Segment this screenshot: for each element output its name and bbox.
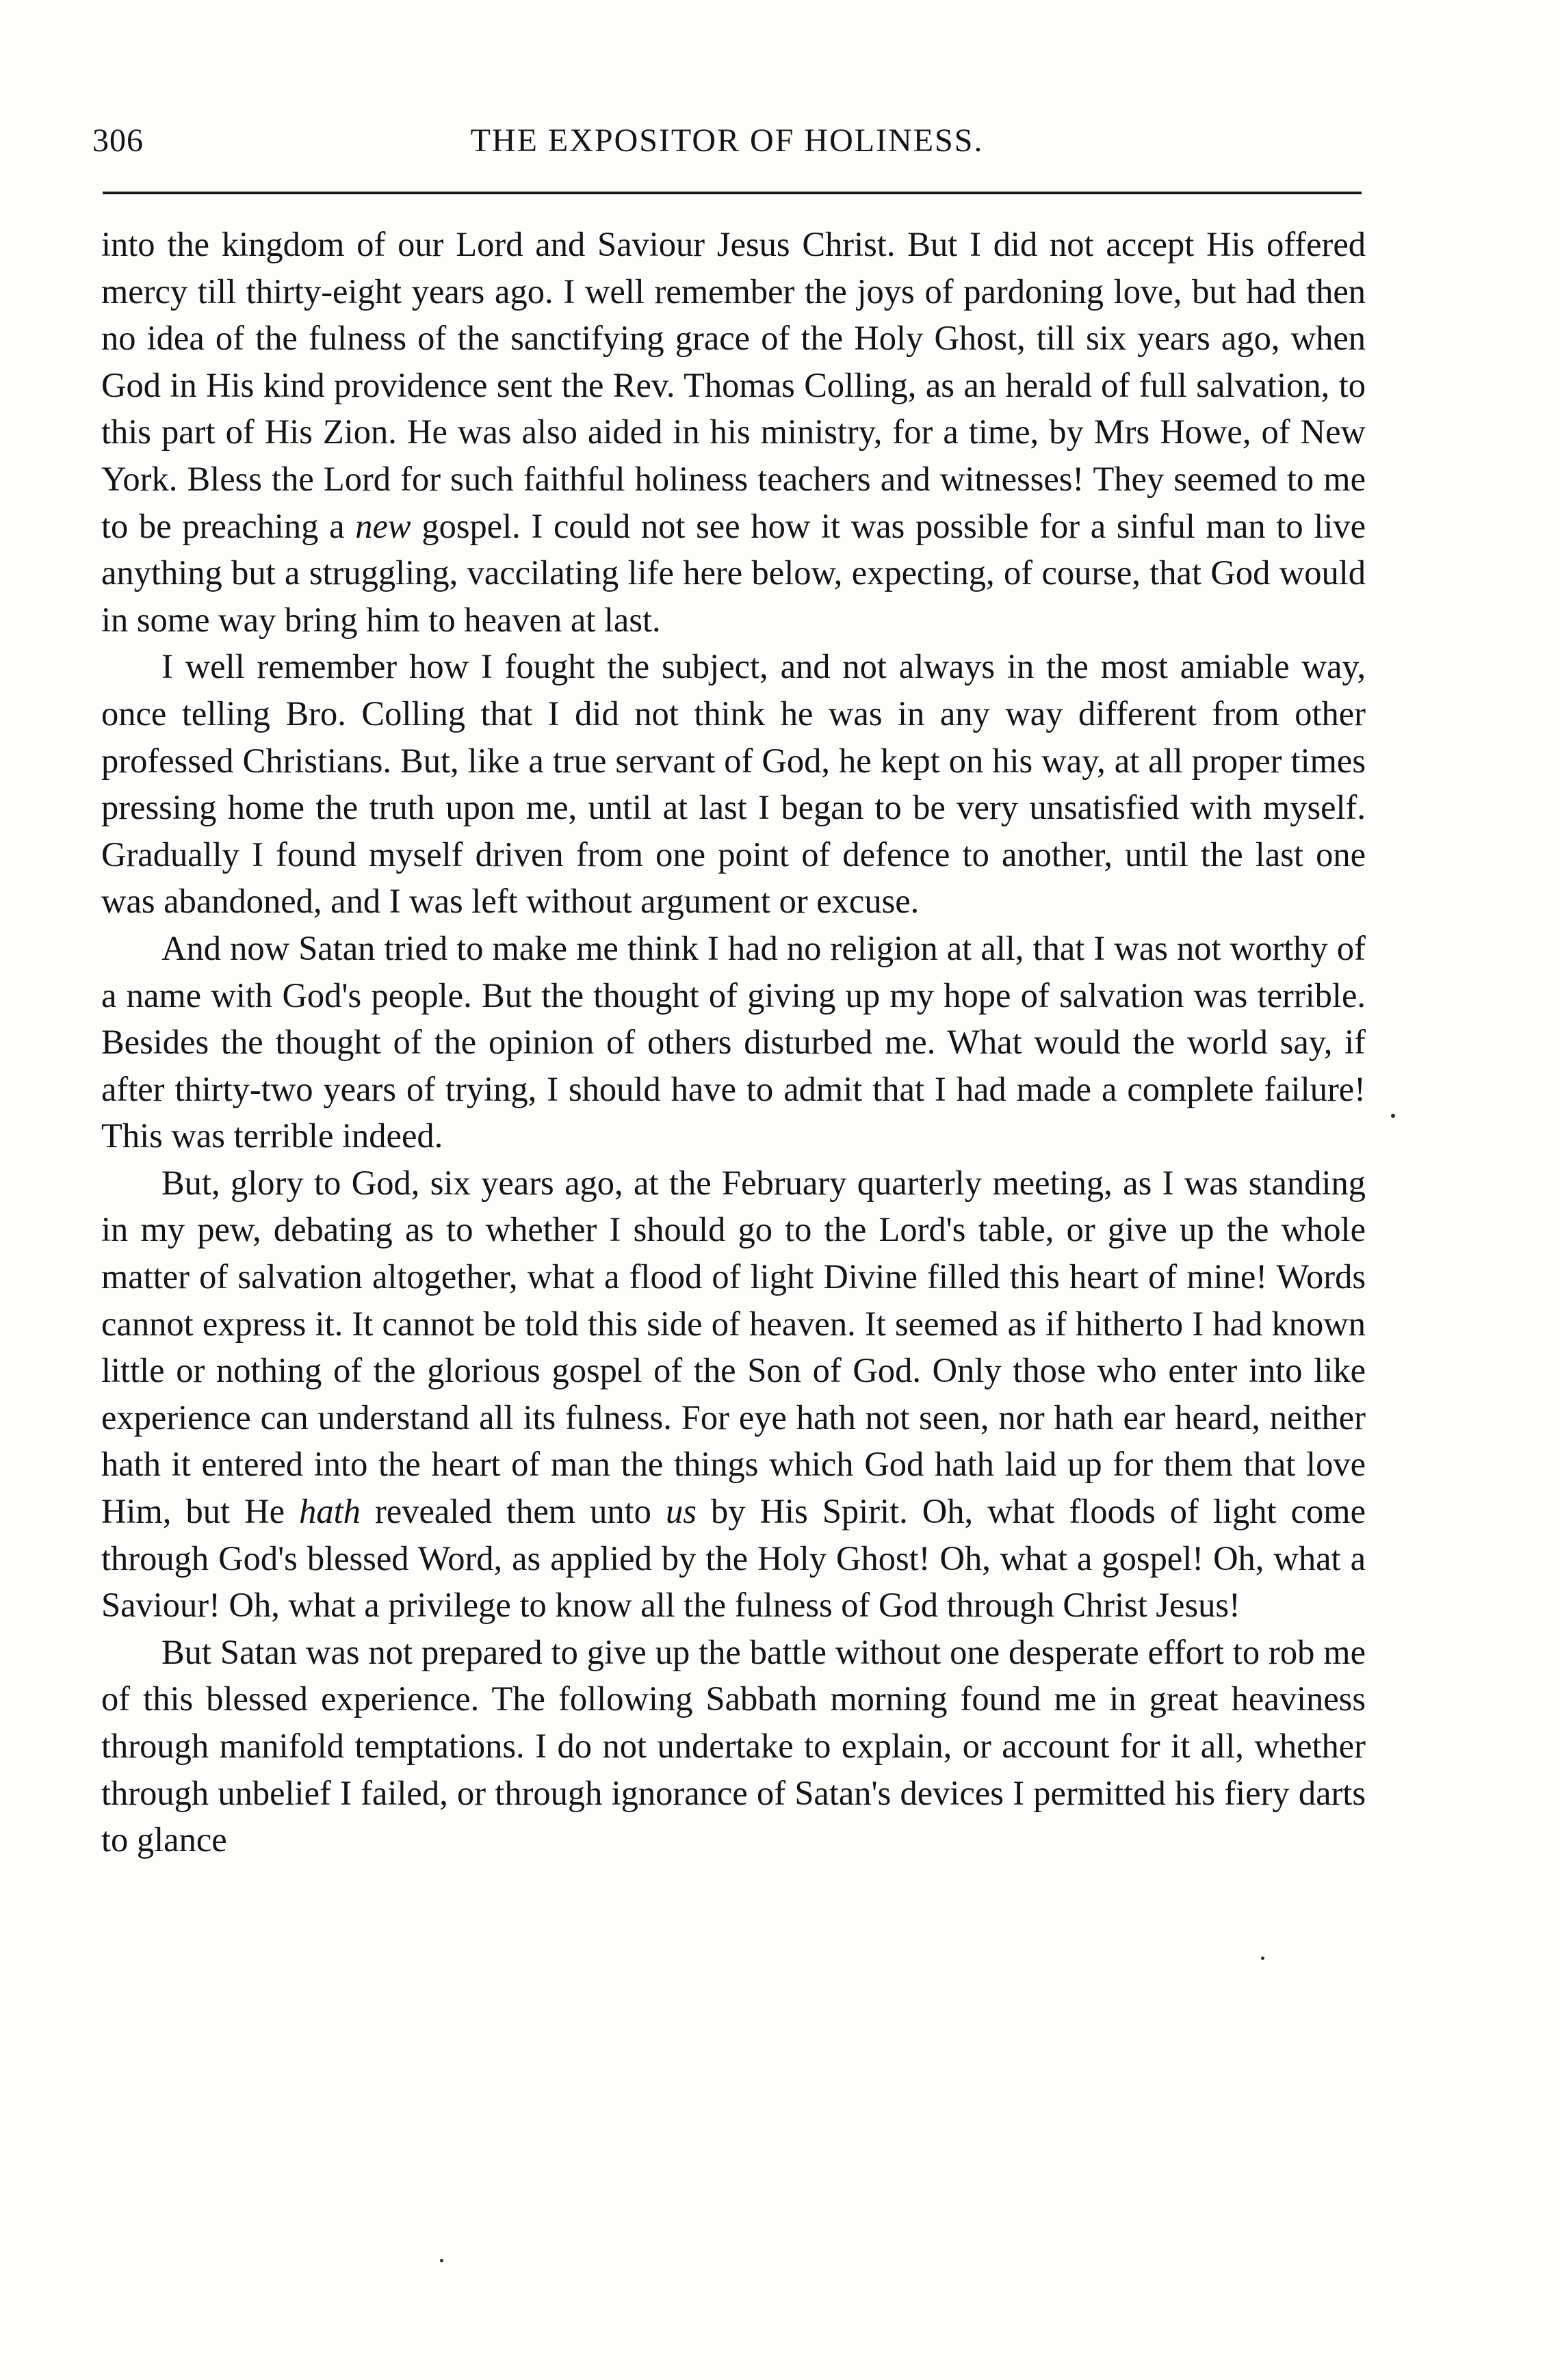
- body-text: [101, 221, 1366, 1864]
- paragraph-1: [101, 221, 1366, 643]
- paragraph-1-text-b: gospel. I could not see how it was possible for a sinful man to live anything but a struggling, vaccilating life here below, expecting, of course, that God would in some way bring him to heaven at last.: [101, 506, 1366, 639]
- print-speck: [440, 2259, 443, 2262]
- paragraph-4-text-a: But, glory to God, six years ago, at the February quarterly meeting, as I was standing in my pew, debating as to whether I should go to the Lord's table, or give up the whole matter of salvation altogether, what a flood of light Divine filled this heart of mine! Words cannot express it. It cannot be told this side of heaven. It seemed as if hitherto I had known little or nothing of the glorious gospel of the Son of God. Only those who enter into like experience can understand all its fulness. For eye hath not seen, nor hath ear heard, neither hath it entered into the heart of man the things which God hath laid up for them that love Him, but He: [101, 1163, 1366, 1531]
- print-speck: [1261, 1957, 1264, 1960]
- paragraph-2: I well remember how I fought the subject, and not always in the most amiable way, once telling Bro. Colling that I did not think he was in any way different from other professed Christians. But, like a true servant of God, he kept on his way, at all proper times pressing home the truth upon me, until at last I began to be very unsatisfied with myself. Gradually I found myself driven from one point of defence to another, until the last one was abandoned, and I was left without argument or excuse.: [101, 647, 1366, 921]
- paragraph-1-text-a: into the kingdom of our Lord and Saviour Jesus Christ. But I did not accept His offered mercy till thirty-eight years ago. I well remember the joys of pardoning love, but had then no idea of the fulness of the sanctifying grace of the Holy Ghost, till six years ago, when God in His kind providence sent the Rev. Thomas Colling, as an herald of full salvation, to this part of His Zion. He was also aided in his ministry, for a time, by Mrs Howe, of New York. Bless the Lord for such faithful holiness teachers and witnesses! They seemed to me to be preaching a: [101, 225, 1366, 545]
- paragraph-4-text-b: revealed them unto: [374, 1492, 651, 1531]
- paragraph-4-text-c: by His Spirit. Oh, what floods of light come through God's blessed Word, as applied by the Holy Ghost! Oh, what a gospel! Oh, what a Saviour! Oh, what a privilege to know all the fulness of God through Christ Jesus!: [101, 1492, 1366, 1625]
- paragraph-4-emphasis-hath: hath: [299, 1492, 361, 1531]
- paragraph-5: But Satan was not prepared to give up the battle without one desperate effort to rob me of this blessed experience. The following Sabbath morning found me in great heaviness through manifold temptations. I do not undertake to explain, or account for it all, whether through unbelief I failed, or through ignorance of Satan's devices I permitted his fiery darts to glance: [101, 1632, 1366, 1859]
- paragraph-4-emphasis-us: us: [666, 1492, 697, 1531]
- paragraph-3: And now Satan tried to make me think I had no religion at all, that I was not worthy of a name with God's people. But the thought of giving up my hope of salvation was terrible. Besides the thought of the opinion of others disturbed me. What would the world say, if after thirty-two years of trying, I should have to admit that I had made a complete failure! This was terrible indeed.: [101, 928, 1366, 1155]
- running-head: [92, 122, 1362, 176]
- page-number: 306: [92, 122, 144, 159]
- header-rule: [103, 192, 1362, 194]
- print-speck: [1391, 1114, 1395, 1118]
- paragraph-4: [101, 1160, 1366, 1629]
- paragraph-1-emphasis: new: [355, 506, 411, 545]
- running-title: THE EXPOSITOR OF HOLINESS.: [470, 122, 984, 159]
